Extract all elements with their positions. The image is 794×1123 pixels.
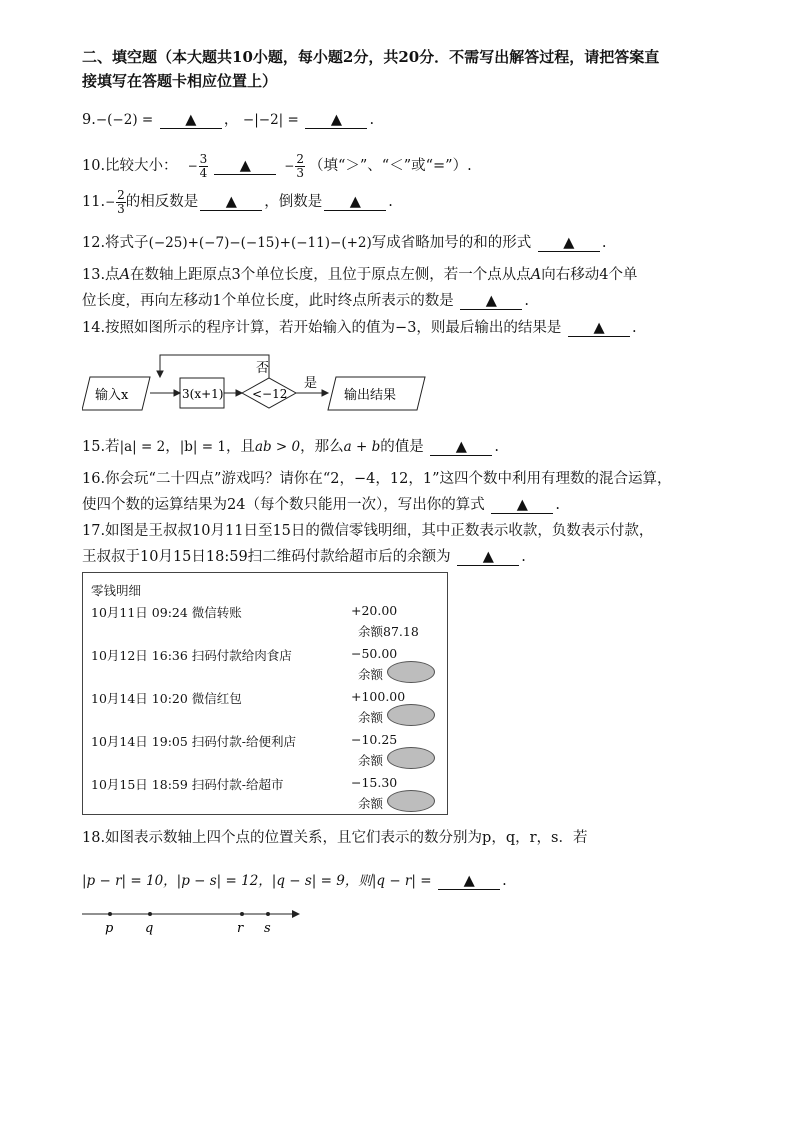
hidden-balance-oval [387,704,435,726]
question-17-line1: 17.如图是王叔叔10月11日至15日的微信零钱明细，其中正数表示收款，负数表示付款， [82,523,654,539]
answer-blank: ▲ [460,293,522,310]
label-p: p [105,921,114,936]
fraction: − $\frac{2}{3}$ [105,187,125,216]
answer-blank: ▲ [305,112,367,129]
answer-blank: ▲ [430,439,492,456]
answer-blank: ▲ [200,194,262,211]
label-q: q [145,921,154,936]
transaction-row: 10月14日 19:05 扫码付款-给便利店 −10.25 余额 [91,732,441,772]
transaction-row: 10月14日 10:20 微信红包 +100.00 余额 [91,689,441,729]
answer-blank: ▲ [214,158,276,175]
label-r: r [237,921,244,936]
hidden-balance-oval [387,790,435,812]
question-16-line2: 使四个数的运算结果为24（每个数只能用一次），写出你的算式 ▲ . [82,497,560,513]
answer-blank: ▲ [438,873,500,890]
transaction-row: 10月11日 09:24 微信转账 +20.00 余额87.18 [91,603,419,639]
program-flowchart [82,352,432,414]
question-14: 14.按照如图所示的程序计算，若开始输入的值为−3，则最后输出的结果是 ▲ . [82,320,637,336]
condition-label: <−12 [252,387,288,401]
hidden-balance-oval [387,747,435,769]
question-13-line2: 位长度，再向左移动1个单位长度，此时终点所表示的数是 ▲ . [82,293,529,309]
answer-blank: ▲ [568,320,630,337]
question-18-line1: 18.如图表示数轴上四个点的位置关系，且它们表示的数分别为p，q，r，s．若 [82,830,588,846]
section-header-line2: 接填写在答题卡相应位置上） [82,72,278,90]
question-16-line1: 16.你会玩“二十四点”游戏吗？请你在“2，−4，12，1”这四个数中利用有理数的混合运算， [82,471,672,487]
question-15: 15.若|a| = 2，|b| = 1，且ab > 0，那么a + b的值是 ▲ . [82,439,499,455]
number-line [82,900,306,936]
arrow-head [174,390,180,396]
question-18-line2: |p − r| = 10，|p − s| = 12，|q − s| = 9，则|q − r| = ▲ . [82,873,507,889]
transaction-row: 10月15日 18:59 扫码付款-给超市 −15.30 余额 [91,775,441,815]
point-s [266,912,270,916]
yes-label: 是 [304,376,318,391]
question-12: 12.将式子(−25)+(−7)−(−15)+(−11)−(+2)写成省略加号的和的形式 ▲ . [82,235,607,251]
question-10: 10.比较大小： − $\frac{3}{4}$ ▲ − $\frac{2}{3}$ （填“＞”、“＜”或“=”）. [82,151,472,180]
answer-blank: ▲ [538,235,600,252]
arrow-head [322,390,328,396]
answer-blank: ▲ [457,549,519,566]
no-label: 否 [256,361,270,376]
input-label: 输入x [95,388,129,403]
answer-blank: ▲ [324,194,386,211]
hidden-balance-oval [387,661,435,683]
question-17-line2: 王叔叔于10月15日18:59扫二维码付款给超市后的余额为 ▲ . [82,549,526,565]
axis-arrow [292,910,300,918]
calc-label: 3(x+1) [182,387,224,401]
loop-back-line [160,355,269,378]
section-header-line1: 二、填空题（本大题共10小题，每小题2分，共20分．不需写出解答过程，请把答案直 [82,48,660,66]
wallet-detail-panel [82,572,448,815]
point-q [148,912,152,916]
fraction: − $\frac{3}{4}$ [187,151,208,180]
wallet-title: 零钱明细 [91,583,142,598]
question-9: 9.−(−2) = ▲ ， −|−2| = ▲ . [82,112,375,128]
transaction-row: 10月12日 16:36 扫码付款给肉食店 −50.00 余额 [91,646,441,686]
question-13-line1: 13.点A在数轴上距原点3个单位长度，且位于原点左侧，若一个点从点A向右移动4个单 [82,267,638,283]
answer-blank: ▲ [491,497,553,514]
answer-blank: ▲ [160,112,222,129]
arrow-head [157,371,163,377]
fraction: − $\frac{2}{3}$ [284,151,304,180]
point-r [240,912,244,916]
question-11: 11. − $\frac{2}{3}$ 的相反数是 ▲ ，倒数是 ▲ . [82,187,393,216]
output-label: 输出结果 [344,388,397,403]
point-p [108,912,112,916]
label-s: s [264,921,271,936]
